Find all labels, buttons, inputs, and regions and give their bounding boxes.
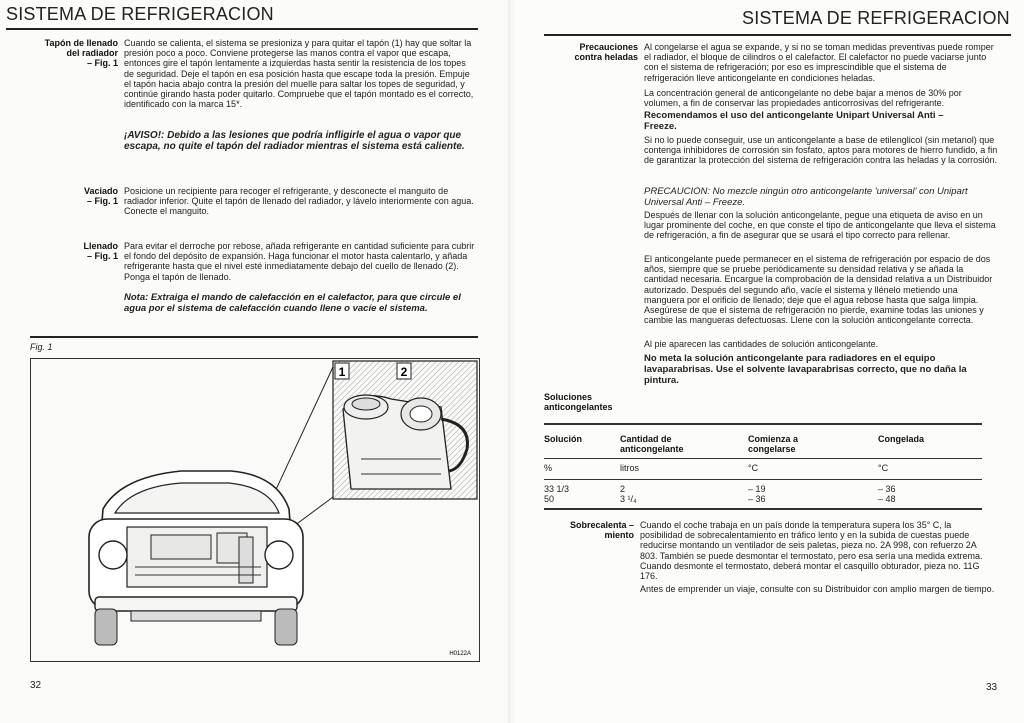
- cell-congelada: – 36 – 48: [878, 484, 896, 505]
- expansion-tank: [239, 537, 253, 583]
- table-units-rule: [544, 479, 982, 480]
- wheel-right: [275, 609, 297, 645]
- warning-text: ¡AVISO!: Debido a las lesiones que podría infligirle el agua o vapor que escapa, no quite el tapón del radiador mientras el sistema está caliente.: [124, 130, 465, 152]
- para-al-pie: Al pie aparecen las cantidades de solución anticongelante.: [644, 339, 879, 349]
- figure-ref: H0122A: [449, 651, 471, 657]
- para-etiqueta: Después de llenar con la solución anticongelante, pegue una etiqueta de aviso en un lugar prominente del coche, en que conste el tipo de anticongelante que lleva el sistema de refrigeración, a fin de asegurar que se usará el tipo correcto para rellenar.: [644, 210, 996, 241]
- wheel-left: [95, 609, 117, 645]
- overheat-para-1: Cuando el coche trabaja en un país donde la temperatura supera los 35° C, la posibilidad de sobrecalentamiento en tráfico lento y en la subida de cuestas puede reducirse montando un ventilador de seis paletas, pieza no. 2A 998, con refuerzo 2A 803. También se puede desmontar el termostato, pero esa sería una medida extrema. Cuando desmonte el termostato, deberá montar el casquillo obturador, pieza no. 11G 176.: [640, 520, 983, 582]
- headlamp-left: [99, 541, 127, 569]
- header-rule: [6, 28, 478, 30]
- page-number-right: 33: [986, 682, 998, 693]
- section-text-tapon: Cuando se calienta, el sistema se presioniza y para quitar el tapón (1) hay que soltar la presión poco a poco. Conviene protegerse las manos contra el vapor que escapa, entonces gire el tapón lentamente a izquierdas hasta sentir la resistencia de los topes de seguridad. Deje el tapón en esa posición hasta que escape toda la presión. Empuje el tapón hacia abajo contra la presión del muelle para saltar los topes de seguridad, y continúe girando hasta poder quitarlo. Compruebe que el tapón montado es el correcto, identificado con la marca 15*.: [124, 38, 474, 110]
- note-text: Nota: Extraiga el mando de calefacción en el calefactor, para que circule el agua por el sistema de calefacción cuando llene o vacíe el sistema.: [124, 292, 461, 314]
- right-page-header: SISTEMA DE REFRIGERACION: [742, 8, 1010, 28]
- left-page-header: SISTEMA DE REFRIGERACION: [6, 4, 274, 24]
- page-number-left: 32: [30, 680, 42, 691]
- overheat-label: Sobrecalenta – miento: [569, 520, 634, 540]
- unit-comienza: °C: [748, 463, 759, 473]
- th-solucion: Solución: [544, 434, 582, 444]
- left-page: [0, 0, 510, 723]
- unit-cantidad: litros: [620, 463, 640, 473]
- overheat-para-2: Antes de emprender un viaje, consulte con su Distribuidor con amplio margen de tiempo.: [640, 584, 995, 594]
- th-cantidad: Cantidad de anticongelante: [620, 434, 684, 454]
- section-label-llenado: Llenado – Fig. 1: [83, 241, 118, 261]
- para-permanecer: El anticongelante puede permanecer en el sistema de refrigeración por espacio de dos años, siempre que se pruebe periódicamente su densidad relativa y se añada la cantidad necesaria. Encargue la comprobación de la densidad relativa a un Distribuidor autorizado. Después del segundo año, vacíe el sistema y llénelo metiendo una manguera por el orificio de llenado; deje que el agua rebose hasta que salga limpia. Asegúrese de que el sistema de refrigeración no pierde, examine todas las uniones y cambie las mangueras defectuosas. Llene con la solución anticongelante correcta.: [644, 254, 993, 326]
- th-congelada: Congelada: [878, 434, 925, 444]
- table-header-rule: [544, 458, 982, 459]
- para-lavaparabrisas: No meta la solución anticongelante para radiadores en el equipo lavaparabrisas. Use el solvente lavaparabrisas correcto, que no daña la pintura.: [644, 353, 967, 386]
- th-comienza: Comienza a congelarse: [748, 434, 799, 454]
- para-recomendamos: Recomendamos el uso del anticongelante Unipart Universal Anti – Freeze.: [644, 110, 944, 132]
- car-illustration: [31, 359, 479, 661]
- figure-caption: Fig. 1: [30, 342, 53, 352]
- cell-cantidad: 2 3 ¹/₄: [620, 484, 637, 505]
- bumper: [95, 597, 297, 611]
- unit-solucion: %: [544, 463, 553, 473]
- section-label-tapon: Tapón de llenado del radiador – Fig. 1: [44, 38, 118, 68]
- para-congelarse: Al congelarse el agua se expande, y si no se toman medidas preventivas puede romper el radiador, el bloque de cilindros o el calefactor. El calefactor no puede vaciarse junto con el sistema de refrigeración; por eso es imprescindible que el sistema de refrigeración lleve anticongelante en condiciones heladas.: [644, 42, 994, 83]
- para-concentracion: La concentración general de anticongelante no debe bajar a menos de 30% por volumen, a fin de conservar las propiedades anticorrosivas del refrigerante.: [644, 88, 962, 109]
- figure-car-radiator: [30, 358, 480, 662]
- header-rule-right: [544, 34, 1011, 36]
- unit-congelada: °C: [878, 463, 889, 473]
- table-bottom-rule: [544, 508, 982, 510]
- solutions-label: Soluciones anticongelantes: [544, 392, 613, 412]
- cell-solucion: 33 1/3 50: [544, 484, 570, 505]
- figure-top-rule: [30, 336, 478, 338]
- para-precaucion: PRECAUCION: No mezcle ningún otro anticongelante 'universal' con Unipart Universal Anti – Freeze.: [644, 186, 968, 208]
- callout-2-label: 2: [400, 365, 408, 379]
- table-top-rule: [544, 423, 982, 425]
- callout-1-label: 1: [338, 365, 346, 379]
- para-etilenglicol: Si no lo puede conseguir, use un anticongelante a base de etilenglicol (sin metanol) que contenga inhibidores de corrosión sin fosfato, aptos para motores de hierro fundido, a fin de garantizar la protección del sistema de refrigeración contra las heladas y la corrosión.: [644, 135, 998, 166]
- precautions-label: Precauciones contra heladas: [574, 42, 638, 62]
- headlamp-right: [265, 541, 293, 569]
- section-label-vaciado: Vaciado – Fig. 1: [83, 186, 118, 206]
- cell-comienza: – 19 – 36: [748, 484, 766, 505]
- section-text-llenado: Para evitar el derroche por rebose, añada refrigerante en cantidad suficiente para cubrir el fondo del depósito de expansión. Haga funcionar el motor hasta calentarlo, y añada refrigerante hasta que el nivel esté inmediatamente debajo del cuello de llenado (2). Ponga el tapón de llenado.: [124, 241, 475, 282]
- section-text-vaciado: Posicione un recipiente para recoger el refrigerante, y desconecte el manguito de radiador inferior. Quite el tapón de llenado del radiador, y lávelo interiormente con agua. Conecte el manguito.: [124, 186, 474, 217]
- right-page: [514, 0, 1024, 723]
